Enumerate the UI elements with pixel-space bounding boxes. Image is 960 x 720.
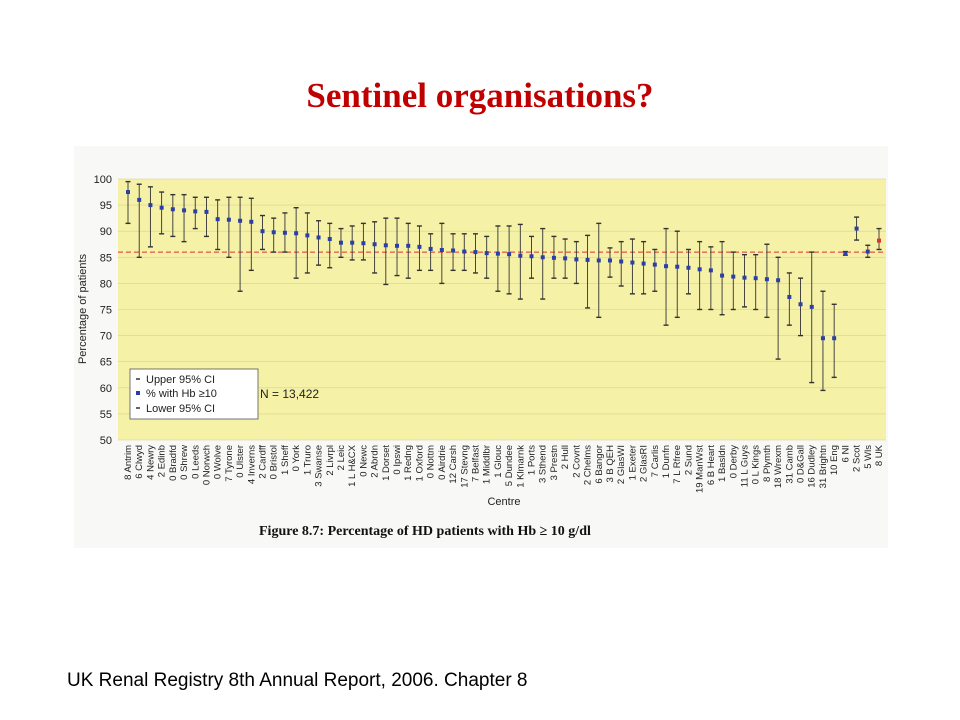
data-point — [709, 268, 713, 272]
data-point — [193, 209, 197, 213]
data-point — [485, 251, 489, 255]
x-tick-label: 0 Bradfd — [167, 445, 179, 481]
x-tick-label: 1 Middlbr — [481, 445, 493, 485]
y-tick-label: 90 — [99, 226, 112, 239]
y-tick-label: 50 — [99, 435, 112, 447]
data-point — [574, 257, 578, 261]
x-tick-label: 2 Covnt — [571, 445, 583, 478]
x-tick-label: 6 Clwyd — [134, 445, 146, 479]
x-tick-label: 0 York — [291, 445, 303, 472]
data-point — [216, 217, 220, 221]
sample-size-annotation: N = 13,422 — [260, 387, 320, 401]
y-tick-label: 80 — [99, 278, 112, 291]
x-tick-label: 7 Tyrone — [223, 445, 235, 482]
data-point — [619, 259, 623, 263]
legend-lower-label: Lower 95% CI — [146, 403, 216, 415]
data-point — [832, 336, 836, 340]
data-point — [429, 247, 433, 251]
x-tick-label: 4 Inverns — [246, 445, 258, 485]
x-tick-label: 2 Abrdn — [369, 445, 381, 478]
data-point — [866, 250, 870, 254]
data-point — [160, 206, 164, 210]
slide-title: Sentinel organisations? — [306, 76, 654, 115]
x-tick-label: 3 Sthend — [537, 445, 549, 484]
x-axis-label: Centre — [487, 496, 521, 508]
data-point — [148, 203, 152, 207]
data-point — [317, 235, 321, 239]
y-tick-label: 70 — [99, 330, 112, 343]
data-point — [462, 250, 466, 254]
x-tick-label: 1 Dunfn — [661, 445, 673, 479]
data-point — [283, 231, 287, 235]
x-tick-label: 2 Hull — [560, 445, 572, 470]
data-point — [787, 295, 791, 299]
data-point — [799, 302, 803, 306]
x-tick-label: 17 Stevng — [459, 445, 471, 488]
x-tick-label: 3 Swanse — [313, 445, 325, 487]
data-point — [451, 249, 455, 253]
y-tick-label: 100 — [93, 174, 112, 186]
data-point — [496, 252, 500, 256]
y-tick-label: 95 — [99, 200, 112, 213]
data-point — [720, 274, 724, 278]
x-tick-label: 3 B QEH — [604, 445, 616, 483]
data-point — [563, 256, 567, 260]
x-tick-label: 0 D&Gall — [795, 445, 807, 484]
data-point — [440, 248, 444, 252]
x-tick-label: 5 Dundee — [504, 445, 516, 487]
x-tick-label: 0 Wolve — [212, 445, 224, 480]
data-point — [305, 233, 309, 237]
data-point — [642, 262, 646, 266]
legend-point-marker — [136, 391, 140, 395]
figure-caption: Figure 8.7: Percentage of HD patients with Hb ≥ 10 g/dl — [259, 524, 591, 539]
data-point — [675, 265, 679, 269]
x-tick-label: 2 Chelms — [582, 445, 594, 486]
x-tick-label: 12 Carsh — [448, 445, 460, 484]
data-point — [339, 241, 343, 245]
x-tick-label: 2 Scot — [851, 445, 863, 472]
data-point — [473, 250, 477, 254]
y-tick-label: 75 — [99, 304, 112, 317]
x-tick-label: 7 Belfast — [470, 445, 482, 482]
x-tick-label: 8 Antrim — [123, 445, 134, 480]
data-point — [653, 263, 657, 267]
data-point — [249, 220, 253, 224]
x-tick-label: 2 Cardff — [257, 445, 269, 479]
x-tick-label: 0 Nottm — [425, 445, 437, 479]
x-tick-label: 2 Sund — [683, 445, 695, 476]
x-tick-label: 31 Camb — [784, 445, 796, 484]
data-point — [742, 276, 746, 280]
x-tick-label: 3 Prestn — [548, 445, 560, 481]
x-tick-label: 2 Leic — [335, 445, 347, 471]
data-point — [630, 261, 634, 265]
x-tick-label: 8 UK — [874, 445, 885, 467]
x-tick-label: 1 Glouc — [492, 445, 504, 478]
data-point — [541, 255, 545, 259]
data-point — [294, 231, 298, 235]
data-point — [328, 237, 332, 241]
x-tick-label: 1 Sheff — [279, 445, 291, 475]
data-point — [406, 244, 410, 248]
data-point — [350, 241, 354, 245]
x-tick-label: 1 Klmarnk — [515, 445, 527, 488]
y-tick-label: 55 — [99, 408, 112, 421]
data-point — [227, 218, 231, 222]
data-point — [821, 336, 825, 340]
x-tick-label: 0 Norwch — [201, 445, 213, 486]
x-tick-label: 1 Truro — [302, 445, 314, 476]
x-tick-label: 31 Brightn — [817, 445, 829, 489]
x-tick-label: 16 Dudley — [806, 445, 818, 488]
y-axis-label: Percentage of patients — [77, 253, 89, 365]
data-point — [518, 254, 522, 258]
data-point — [507, 252, 511, 256]
x-tick-label: 0 Derby — [728, 445, 740, 479]
data-point — [417, 245, 421, 249]
y-tick-label: 85 — [99, 252, 112, 265]
data-point — [204, 210, 208, 214]
data-point — [855, 227, 859, 231]
legend — [130, 369, 258, 419]
x-tick-label: 11 L Guys — [739, 445, 751, 488]
data-point — [137, 198, 141, 202]
data-point — [776, 278, 780, 282]
x-tick-label: 0 Shrew — [179, 445, 191, 480]
x-tick-label: 18 Wrexm — [773, 445, 785, 489]
data-point — [272, 230, 276, 234]
legend-point-label: % with Hb ≥10 — [146, 388, 217, 400]
x-tick-label: 4 Newry — [145, 445, 157, 480]
data-point — [361, 241, 365, 245]
data-point — [843, 252, 847, 256]
x-tick-label: 19 ManWst — [694, 445, 706, 494]
x-tick-label: 1 Ports — [526, 445, 538, 476]
data-point — [731, 275, 735, 279]
source-citation: UK Renal Registry 8th Annual Report, 2006. Chapter 8 — [67, 670, 528, 691]
chart-figure — [74, 146, 888, 548]
data-point — [384, 243, 388, 247]
x-tick-label: 0 Newc — [358, 445, 370, 477]
data-point — [608, 258, 612, 262]
x-tick-label: 1 Basldn — [717, 445, 729, 482]
x-tick-label: 6 B Heart — [705, 445, 717, 486]
data-point — [171, 207, 175, 211]
legend-upper-label: Upper 95% CI — [146, 374, 216, 386]
x-tick-labels — [123, 444, 885, 493]
data-point — [698, 267, 702, 271]
data-point — [765, 277, 769, 281]
x-tick-label: 1 Dorset — [380, 445, 392, 481]
x-tick-label: 0 Airdrie — [436, 445, 448, 480]
y-tick-label: 65 — [99, 356, 112, 369]
x-tick-label: 1 Redng — [403, 445, 415, 481]
data-point — [261, 229, 265, 233]
x-tick-label: 8 Plymth — [761, 445, 773, 482]
data-point — [597, 258, 601, 262]
data-point — [586, 258, 590, 262]
x-tick-label: 0 L Kings — [750, 445, 762, 485]
x-tick-label: 6 NI — [840, 445, 852, 463]
x-tick-label: 2 Edinb — [156, 445, 168, 478]
x-tick-label: 0 Bristol — [268, 445, 280, 480]
x-tick-label: 1 L H&CX — [347, 445, 359, 487]
x-tick-label: 0 Ipswi — [392, 445, 404, 475]
x-tick-label: 7 L Rfree — [672, 445, 684, 484]
x-tick-label: 5 Wls — [862, 445, 874, 469]
y-tick-labels — [94, 174, 112, 447]
x-tick-label: 6 Bangor — [593, 445, 605, 484]
data-point — [530, 254, 534, 258]
data-point — [810, 305, 814, 309]
y-tick-label: 60 — [99, 382, 112, 395]
data-point — [238, 219, 242, 223]
x-tick-label: 7 Carlis — [649, 445, 661, 478]
data-point — [754, 276, 758, 280]
data-point — [552, 256, 556, 260]
data-point — [126, 190, 130, 194]
x-tick-label: 2 GlasRI — [638, 445, 650, 482]
x-tick-label: 0 Leeds — [190, 445, 202, 479]
data-point — [182, 208, 186, 212]
data-point — [395, 244, 399, 248]
x-tick-label: 2 Livrpl — [324, 445, 336, 476]
x-tick-label: 10 Eng — [829, 445, 841, 476]
chart-svg — [74, 146, 888, 548]
data-point — [373, 242, 377, 246]
x-tick-label: 1 Oxford — [414, 445, 426, 482]
x-tick-label: 1 Exeter — [627, 445, 639, 481]
x-tick-label: 0 Ulster — [235, 445, 247, 478]
x-tick-label: 2 GlasWI — [616, 445, 628, 485]
data-point — [877, 239, 881, 243]
data-point — [664, 264, 668, 268]
data-point — [686, 266, 690, 270]
